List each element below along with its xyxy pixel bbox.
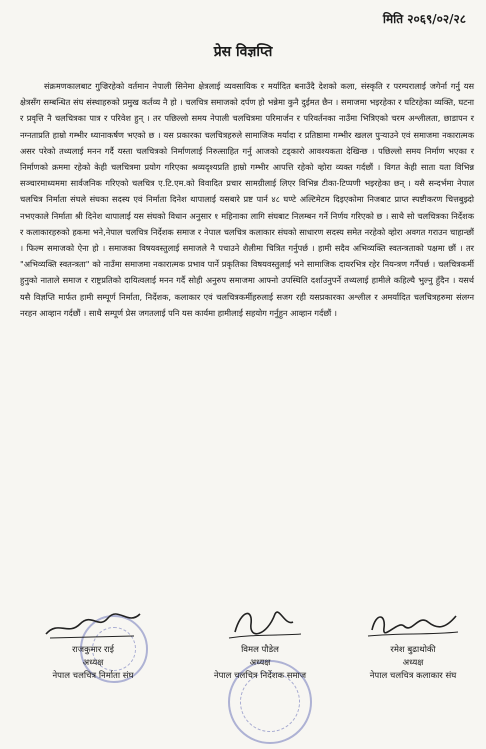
- signatory-role: अध्यक्ष: [249, 658, 271, 668]
- signatory-name: रमेश बुढाथोकी: [390, 645, 436, 655]
- signature-block-2: [185, 600, 335, 683]
- signatory-role: अध्यक्ष: [82, 658, 104, 668]
- signatory-org: नेपाल चलचित्र निर्देशक समाज: [213, 671, 307, 681]
- page-title: प्रेस विज्ञप्ति: [213, 44, 273, 60]
- body-paragraph: संक्रमणकालबाट गुज्रिरहेको वर्तमान नेपाली सिनेमा क्षेत्रलाई व्यवसायिक र मर्यादित बनाउँदै देशको कला, संस्कृति र परम्परालाई जगेर्ना गर्नु यस क्षेत्रसँग सम्बन्धित संघ संस्थाहरुको प्रमुख कर्तव्य नै हो । चलचित्र समाजको दर्पण हो भन्नेमा कुनै दुईमत छैन । समाजमा भइरहेका र घटिरहेका व्यक्ति, घटना र प्रवृत्ति नै चलचित्रका पात्र र परिवेश हुन् । तर पछिल्लो समय नेपाली चलचित्रमा परिमार्जन र परिवर्तनका नाउँमा भित्रिएको चरम अश्लीलता, छाडापन र नग्नताप्रति हाम्रो गम्भीर ध्यानाकर्षण भएको छ । यस प्रकारका चलचित्रहरुले सामाजिक मर्यादा र प्रतिष्ठामा गम्भीर खलल पुऱ्याउने एवं समाजमा नकारात्मक असर परेको तथ्यलाई मनन गर्दै यस्ता चलचित्रको निर्माणलाई निरुत्साहित गर्नु आजको टड्कारो आवश्यकता देखिन्छ । पछिल्लो समय निर्माण भएका र निर्माणको क्रममा रहेको केही चलचित्रमा प्रयोग गरिएका श्रव्यदृश्यप्रति हाम्रो गम्भीर आपत्ति रहेको व्होरा व्यक्त गर्दछौं । विगत केही साता यता विभिन्न सञ्चारमाध्यममा सार्वजनिक गरिएको चलचित्र ए.टि.एम.को विवादित प्रचार सामग्रीलाई लिएर विभिन्न टीका-टिप्पणी भइरहेका छन् । यसै सन्दर्भमा नेपाल चलचित्र निर्माता संघले संघका सदस्य एवं निर्माता दिनेश थापालाई यसबारे प्रष्ट पार्न ४८ घण्टे अल्टिमेटम दिइएकोमा निजबाट प्राप्त स्पष्टीकरण चित्तबुझ्दो नभएकाले निर्माता श्री दिनेश थापालाई यस संघको विधान अनुसार १ महिनाका लागि संघबाट निलम्बन गर्ने निर्णय गरिएको छ । साथै सो चलचित्रका निर्देशक र कलाकारहरुको हकमा भने,नेपाल चलचित्र निर्देशक समाज र नेपाल चलचित्र कलाकार संघको साधारण सदस्य समेत नरहेको व्होरा अवगत गराउन चाहान्छौं । फिल्म समाजको ऐना हो । समाजका विषयवस्तुलाई समाजले नै पचाउने शैलीमा चित्रित गर्नुपर्छ । हामी सदैव अभिव्यक्ति स्वतन्त्रताको पक्षमा छौं । तर "अभिव्यक्ति स्वतन्त्रता" को नाउँमा समाजमा नकारात्मक प्रभाव पार्ने प्रकृतिका विषयवस्तुलाई भने सामाजिक दायरभित्र रहेर नियन्त्रण गर्नैपर्छ । चलचित्रकर्मी हुनुको नाताले समाज र राष्ट्रप्रतिको दायित्वलाई मनन गर्दै सोही अनुरुप समाजमा आफ्नो उपस्थिति दर्शाउनुपर्ने तथ्यलाई हामीले कहिल्यै भुल्नु हुँदैन । यसर्थ यसै विज्ञप्ति मार्फत हामी सम्पूर्ण निर्माता, निर्देशक, कलाकार एवं चलचित्रकर्मीहरुलाई सजग रही यसप्रकारका अश्लील र अमर्यादित चलचित्रहरुमा संलग्न नरहन आव्हान गर्दछौं । साथै सम्पूर्ण प्रेस जगतलाई पनि यस कार्यमा हामीलाई सहयोग गर्नुहुन आव्हान गर्दछौं ।: [20, 81, 474, 318]
- signatory-name: राजकुमार राई: [72, 645, 114, 655]
- press-release-body: [20, 78, 474, 321]
- signature-scribble-3: [358, 600, 468, 642]
- signature-scribble-2: [205, 600, 315, 642]
- signatory-org: नेपाल चलचित्र निर्माता संघ: [52, 671, 134, 681]
- date-line: मिति २०६९/०२/२८: [382, 12, 466, 26]
- signature-scribble-1: [38, 600, 148, 642]
- signatory-role: अध्यक्ष: [402, 658, 424, 668]
- signatory-org: नेपाल चलचित्र कलाकार संघ: [369, 671, 457, 681]
- signature-block-1: [18, 600, 168, 683]
- signatory-name: विमल पौडेल: [241, 645, 279, 655]
- signature-block-3: [338, 600, 486, 683]
